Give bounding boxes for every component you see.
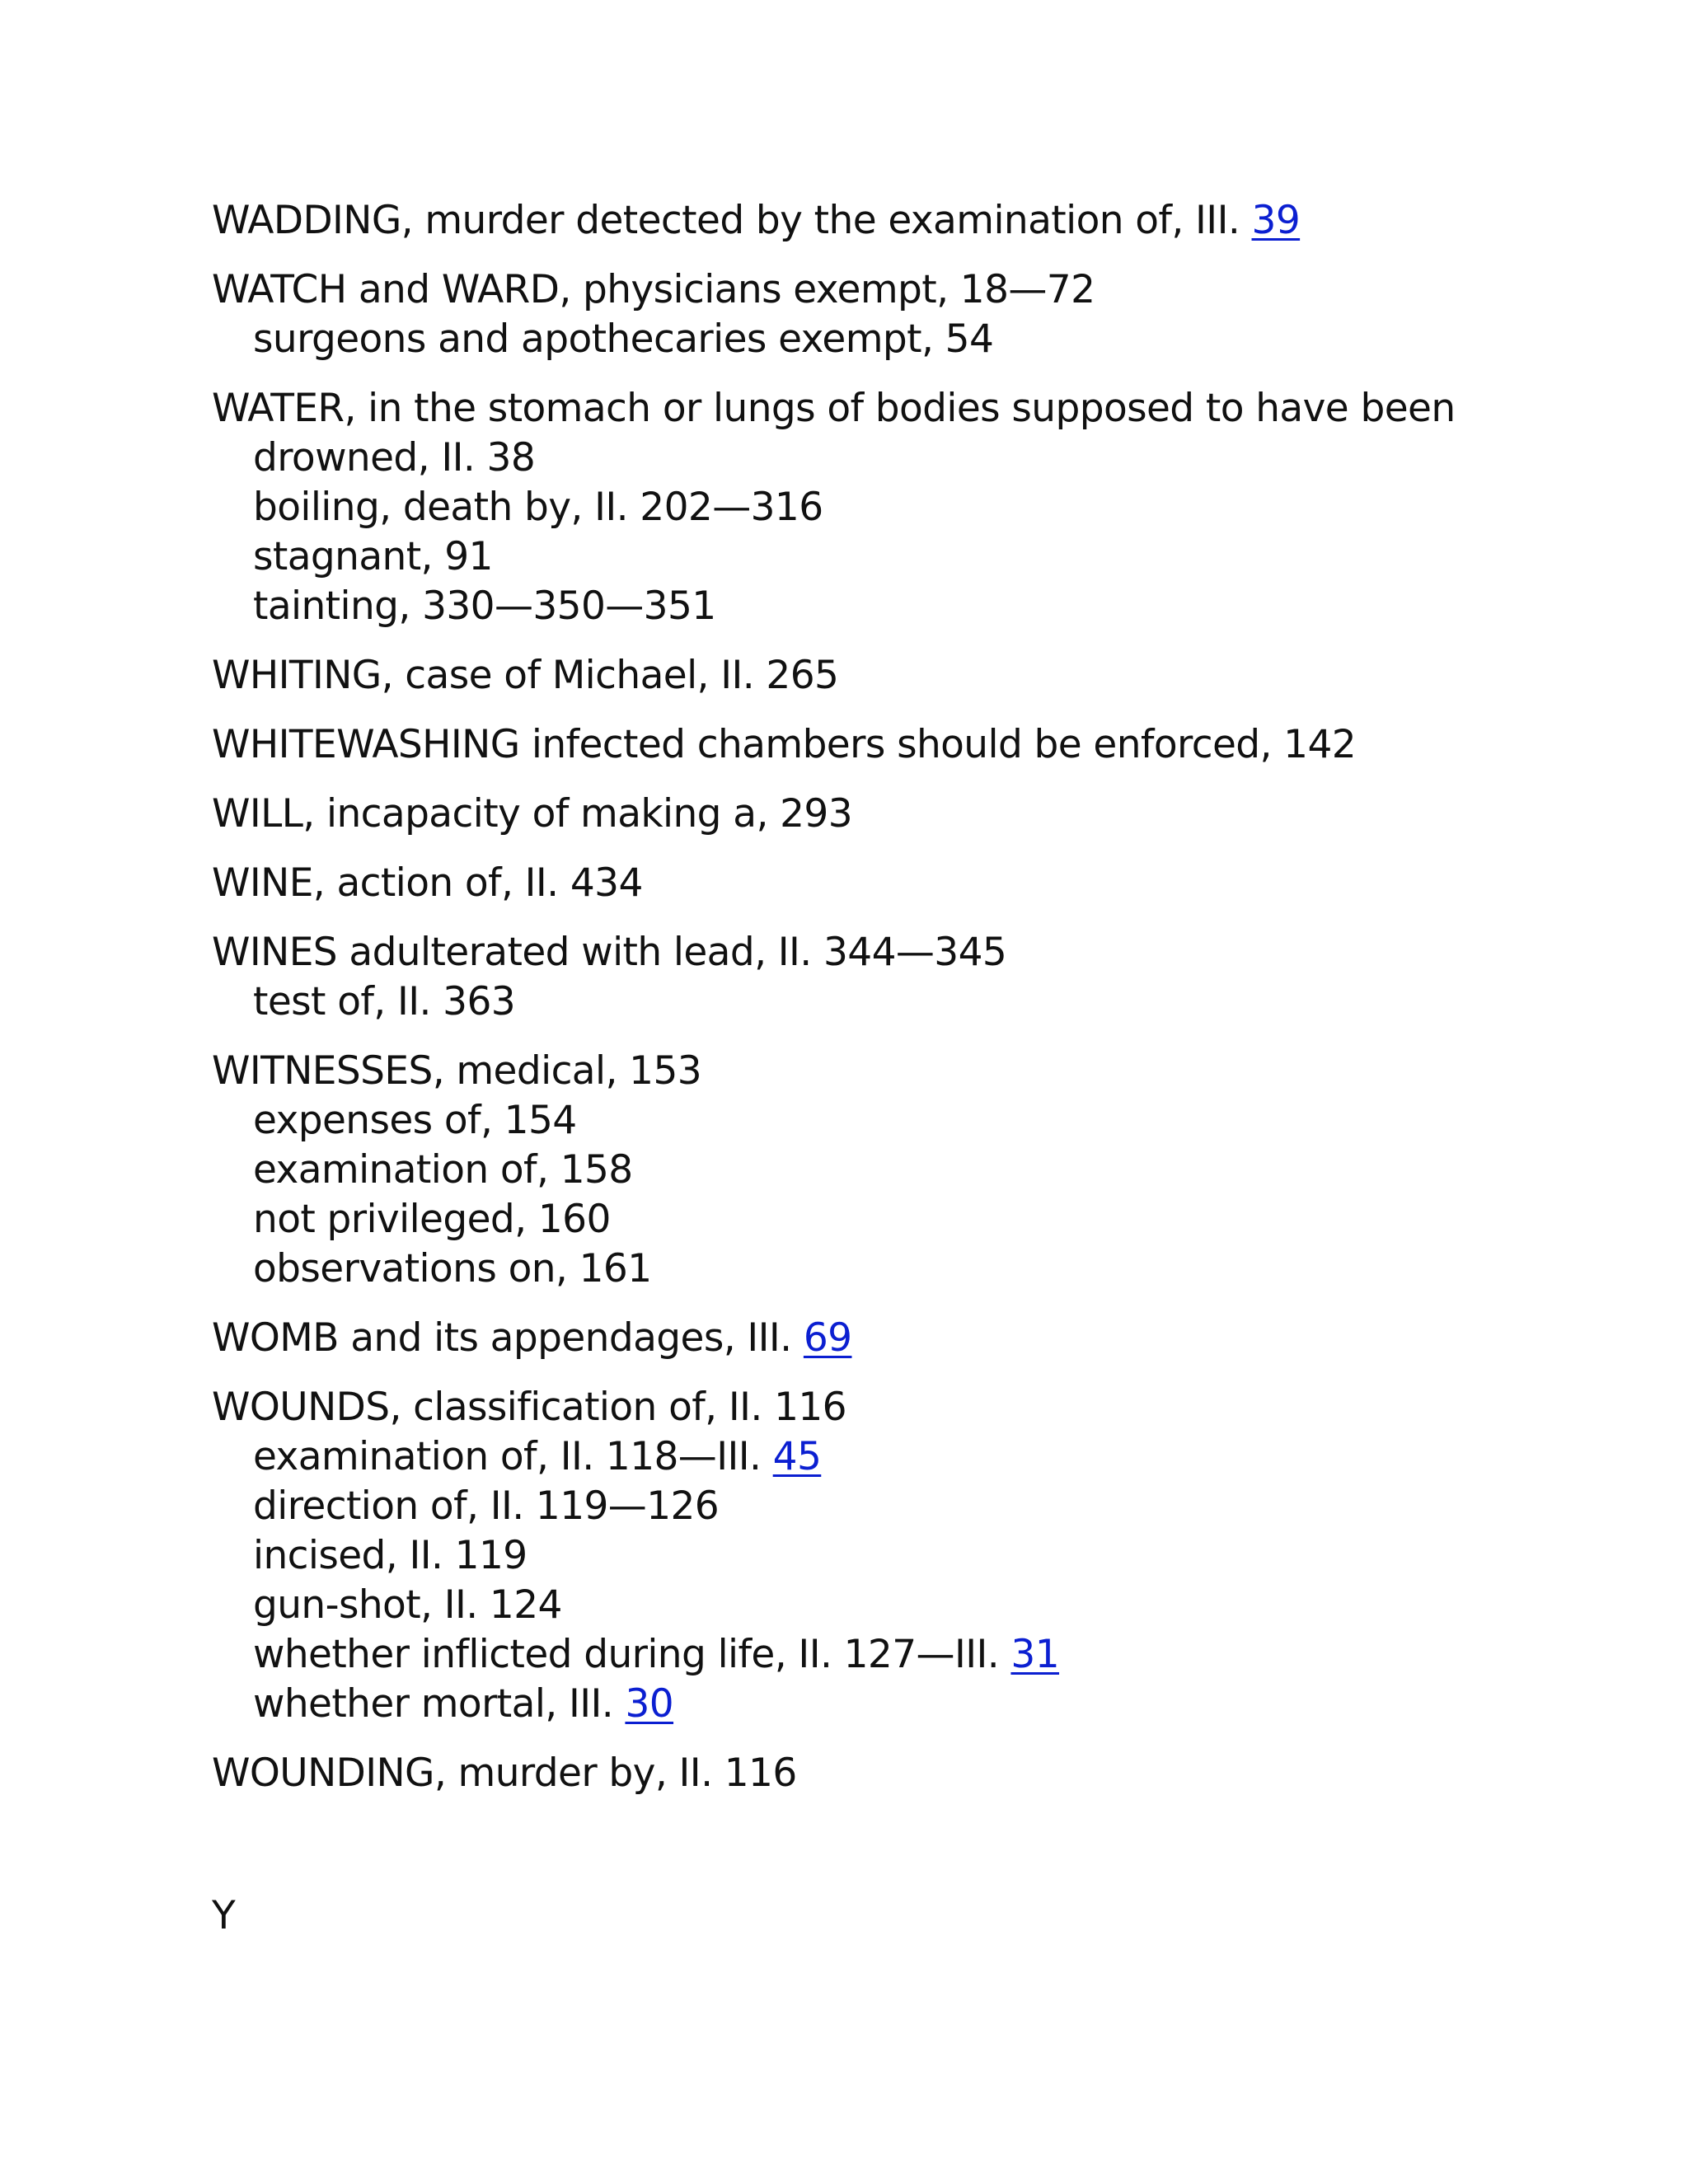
index-heading-line [212, 790, 1531, 839]
index-line-text: drowned, II. 38 [253, 435, 536, 480]
index-subentry-line [212, 1680, 1531, 1729]
index-line-text: WATER, in the stomach or lungs of bodies supposed to have been [212, 386, 1456, 431]
index-heading-line [212, 265, 1531, 315]
index-line-text: WATCH and WARD, physicians exempt, 18—72 [212, 267, 1095, 312]
index-heading-line [212, 1383, 1531, 1432]
index-line-text: tainting, 330—350—351 [253, 583, 716, 629]
index-line-text: WINE, action of, II. 434 [212, 860, 643, 906]
index-subentry-line [212, 582, 1531, 631]
index-heading-line [212, 1749, 1531, 1798]
index-entry [212, 196, 1531, 246]
index-entry [212, 1383, 1531, 1729]
index-subentry-line [212, 977, 1531, 1027]
index-entry [212, 265, 1531, 364]
index-line-text: stagnant, 91 [253, 534, 493, 579]
index-subentry-line [212, 315, 1531, 364]
page-link[interactable]: 30 [625, 1681, 674, 1727]
index-heading-line [212, 384, 1531, 434]
index-subentry-line [212, 1630, 1531, 1680]
index-line-text: test of, II. 363 [253, 979, 516, 1024]
index-entry [212, 720, 1531, 770]
index-line-text: surgeons and apothecaries exempt, 54 [253, 316, 994, 362]
index-page [212, 196, 1531, 1818]
section-letter: Y [212, 1893, 236, 1938]
page-link[interactable]: 39 [1251, 198, 1301, 243]
index-line-text: WADDING, murder detected by the examination of, III. [212, 198, 1252, 243]
index-heading-line [212, 859, 1531, 908]
index-subentry-line [212, 1432, 1531, 1482]
index-heading-line [212, 1314, 1531, 1363]
index-line-text: WINES adulterated with lead, II. 344—345 [212, 930, 1007, 975]
index-entry [212, 790, 1531, 839]
index-line-text: WILL, incapacity of making a, 293 [212, 791, 853, 837]
index-line-text: WHITEWASHING infected chambers should be enforced, 142 [212, 722, 1357, 767]
index-entry [212, 651, 1531, 701]
index-subentry-line [212, 434, 1531, 483]
index-entry [212, 1749, 1531, 1798]
index-line-text: observations on, 161 [253, 1246, 652, 1291]
index-subentry-line [212, 1531, 1531, 1581]
index-entry [212, 1047, 1531, 1294]
index-line-text: WOUNDS, classification of, II. 116 [212, 1385, 846, 1430]
index-subentry-line [212, 1195, 1531, 1244]
index-entry [212, 928, 1531, 1027]
index-line-text: direction of, II. 119—126 [253, 1483, 720, 1529]
index-subentry-line [212, 483, 1531, 532]
index-line-text: WOUNDING, murder by, II. 116 [212, 1750, 797, 1796]
index-line-text: WOMB and its appendages, III. [212, 1315, 804, 1361]
index-line-text: examination of, II. 118—III. [253, 1434, 773, 1479]
index-subentry-line [212, 1244, 1531, 1294]
index-subentry-line [212, 1096, 1531, 1146]
page-link[interactable]: 45 [772, 1434, 822, 1479]
page-link[interactable]: 69 [803, 1315, 852, 1361]
index-line-text: whether inflicted during life, II. 127—III. [253, 1632, 1011, 1677]
index-line-text: incised, II. 119 [253, 1533, 528, 1578]
index-heading-line [212, 651, 1531, 701]
index-subentry-line [212, 1581, 1531, 1630]
index-entry [212, 1314, 1531, 1363]
page-link[interactable]: 31 [1010, 1632, 1060, 1677]
index-subentry-line [212, 1146, 1531, 1195]
index-heading-line [212, 1047, 1531, 1096]
index-entry [212, 859, 1531, 908]
index-entry [212, 384, 1531, 631]
index-subentry-line [212, 532, 1531, 582]
index-line-text: boiling, death by, II. 202—316 [253, 485, 823, 530]
index-heading-line [212, 196, 1531, 246]
index-line-text: gun-shot, II. 124 [253, 1582, 562, 1628]
index-line-text: not privileged, 160 [253, 1197, 611, 1242]
index-heading-line [212, 720, 1531, 770]
index-subentry-line [212, 1482, 1531, 1531]
index-line-text: whether mortal, III. [253, 1681, 626, 1727]
index-line-text: examination of, 158 [253, 1147, 633, 1193]
index-line-text: WHITING, case of Michael, II. 265 [212, 653, 839, 698]
index-heading-line [212, 928, 1531, 977]
index-line-text: expenses of, 154 [253, 1098, 577, 1143]
index-line-text: WITNESSES, medical, 153 [212, 1048, 702, 1094]
